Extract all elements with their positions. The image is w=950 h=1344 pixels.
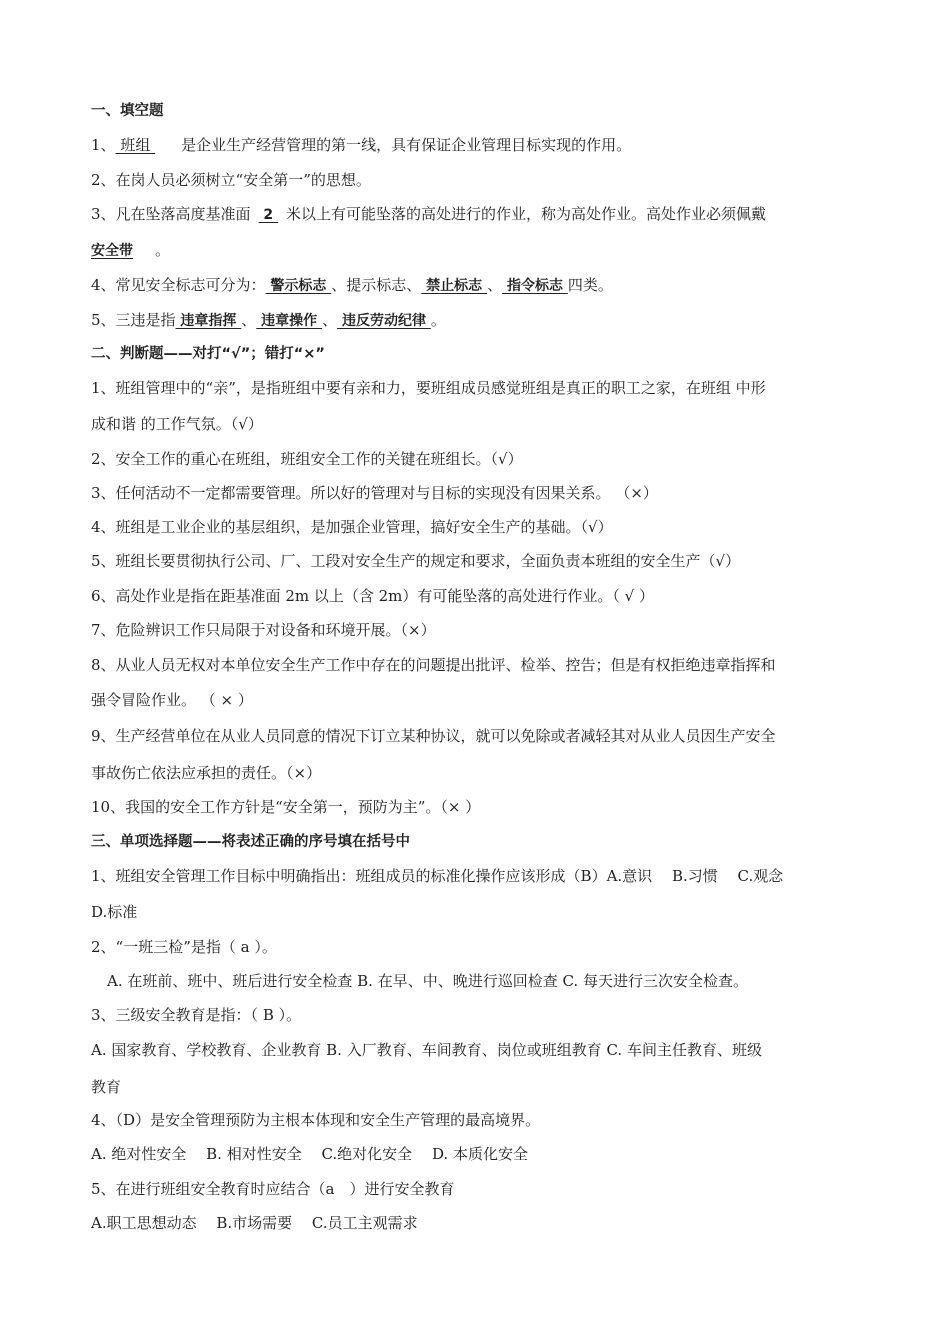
q-text: 、提示标志、 — [331, 276, 422, 294]
answer-blank: 禁止标志 — [421, 278, 488, 294]
judge-q8-cont: 强令冒险作业。 （ × ） — [91, 691, 253, 709]
fill-q3 — [91, 204, 766, 225]
judge-q9: 9、生产经营单位在从业人员同意的情况下订立某种协议，就可以免除或者减轻其对从业人员因生产安全 — [91, 727, 776, 745]
judge-q5: 5、班组长要贯彻执行公司、厂、工段对安全生产的规定和要求，全面负责本班组的安全生产（√） — [91, 552, 741, 570]
answer-blank: 警示标志 — [265, 278, 332, 294]
judge-q1: 1、班组管理中的“亲”，是指班组中要有亲和力，要班组成员感觉班组是真正的职工之家，在班组 中形 — [91, 379, 766, 397]
answer-blank: 违章操作 — [256, 313, 323, 329]
q-prefix: 4、常见安全标志可分为： — [91, 276, 266, 294]
choice-q4: 4、（D）是安全管理预防为主根本体现和安全生产管理的最高境界。 — [91, 1111, 541, 1129]
q-prefix: 3、凡在坠落高度基准面 — [91, 205, 251, 223]
q-prefix: 5、三违是指 — [91, 311, 176, 329]
judge-q1-cont: 成和谐 的工作气氛。（√） — [91, 415, 263, 433]
q-text: 米以上有可能坠落的高处进行的作业，称为高处作业。高处作业必须佩戴 — [286, 205, 767, 223]
choice-q5: 5、在进行班组安全教育时应结合（a ）进行安全教育 — [91, 1180, 455, 1198]
answer-blank: 2 — [258, 207, 279, 223]
judge-q9-cont: 事故伤亡依法应承担的责任。（×） — [91, 764, 322, 782]
answer-blank: 安全带 — [91, 243, 133, 259]
choice-q3-options-cont: 教育 — [91, 1078, 122, 1096]
q-text: 、 — [487, 276, 503, 294]
q-text: 四类。 — [567, 276, 613, 294]
section-1-title: 一、填空题 — [91, 103, 164, 119]
judge-q4: 4、班组是工业企业的基层组织，是加强企业管理，搞好安全生产的基础。（√） — [91, 518, 613, 536]
choice-q1: 1、班组安全管理工作目标中明确指出：班组成员的标准化操作应该形成（B）A.意识 B.习惯 C.观念 — [91, 867, 784, 885]
choice-q3-options: A. 国家教育、学校教育、企业教育 B. 入厂教育、车间教育、岗位或班组教育 C. 车间主任教育、班级 — [91, 1041, 762, 1059]
section-2-title: 二、判断题——对打“√”；错打“×” — [91, 346, 325, 362]
fill-q1 — [91, 135, 631, 155]
answer-blank: 违反劳动纪律 — [337, 313, 431, 329]
judge-q10: 10、我国的安全工作方针是“安全第一，预防为主”。（× ） — [91, 798, 481, 816]
choice-q5-options: A.职工思想动态 B.市场需要 C.员工主观需求 — [91, 1214, 418, 1232]
q-text: 。 — [155, 241, 171, 259]
judge-q7: 7、危险辨识工作只局限于对设备和环境开展。（×） — [91, 621, 436, 639]
choice-q2-options: A. 在班前、班中、班后进行安全检查 B. 在早、中、晚进行巡回检查 C. 每天进行三次安全检查。 — [107, 972, 748, 990]
q-text: 。 — [430, 311, 446, 329]
fill-q5 — [91, 310, 446, 331]
fill-q2: 2、在岗人员必须树立“安全第一”的思想。 — [91, 171, 371, 189]
choice-q3: 3、三级安全教育是指：（ B ）。 — [91, 1006, 302, 1024]
answer-blank: 班组 — [115, 136, 156, 154]
q-text: 是企业生产经营管理的第一线，具有保证企业管理目标实现的作用。 — [181, 136, 632, 154]
answer-blank: 指令标志 — [502, 278, 568, 294]
choice-q2: 2、“一班三检”是指（ a ）。 — [91, 938, 277, 956]
fill-q3-cont — [91, 240, 170, 261]
fill-q4 — [91, 275, 613, 296]
section-3-title: 三、单项选择题——将表述正确的序号填在括号中 — [91, 834, 410, 850]
choice-q4-options: A. 绝对性安全 B. 相对性安全 C.绝对化安全 D. 本质化安全 — [91, 1145, 528, 1163]
q-text: 、 — [322, 311, 338, 329]
q-prefix: 1、 — [91, 136, 116, 154]
judge-q8: 8、从业人员无权对本单位安全生产工作中存在的问题提出批评、检举、控告；但是有权拒绝违章指挥和 — [91, 656, 776, 674]
judge-q3: 3、任何活动不一定都需要管理。所以好的管理对与目标的实现没有因果关系。 （×） — [91, 484, 658, 502]
judge-q6: 6、高处作业是指在距基准面 2m 以上（含 2m）有可能坠落的高处进行作业。（ √ ） — [91, 587, 654, 605]
q-text: 、 — [241, 311, 257, 329]
answer-blank: 违章指挥 — [175, 313, 242, 329]
judge-q2: 2、安全工作的重心在班组，班组安全工作的关键在班组长。（√） — [91, 450, 523, 468]
choice-q1-cont: D.标准 — [91, 903, 138, 921]
